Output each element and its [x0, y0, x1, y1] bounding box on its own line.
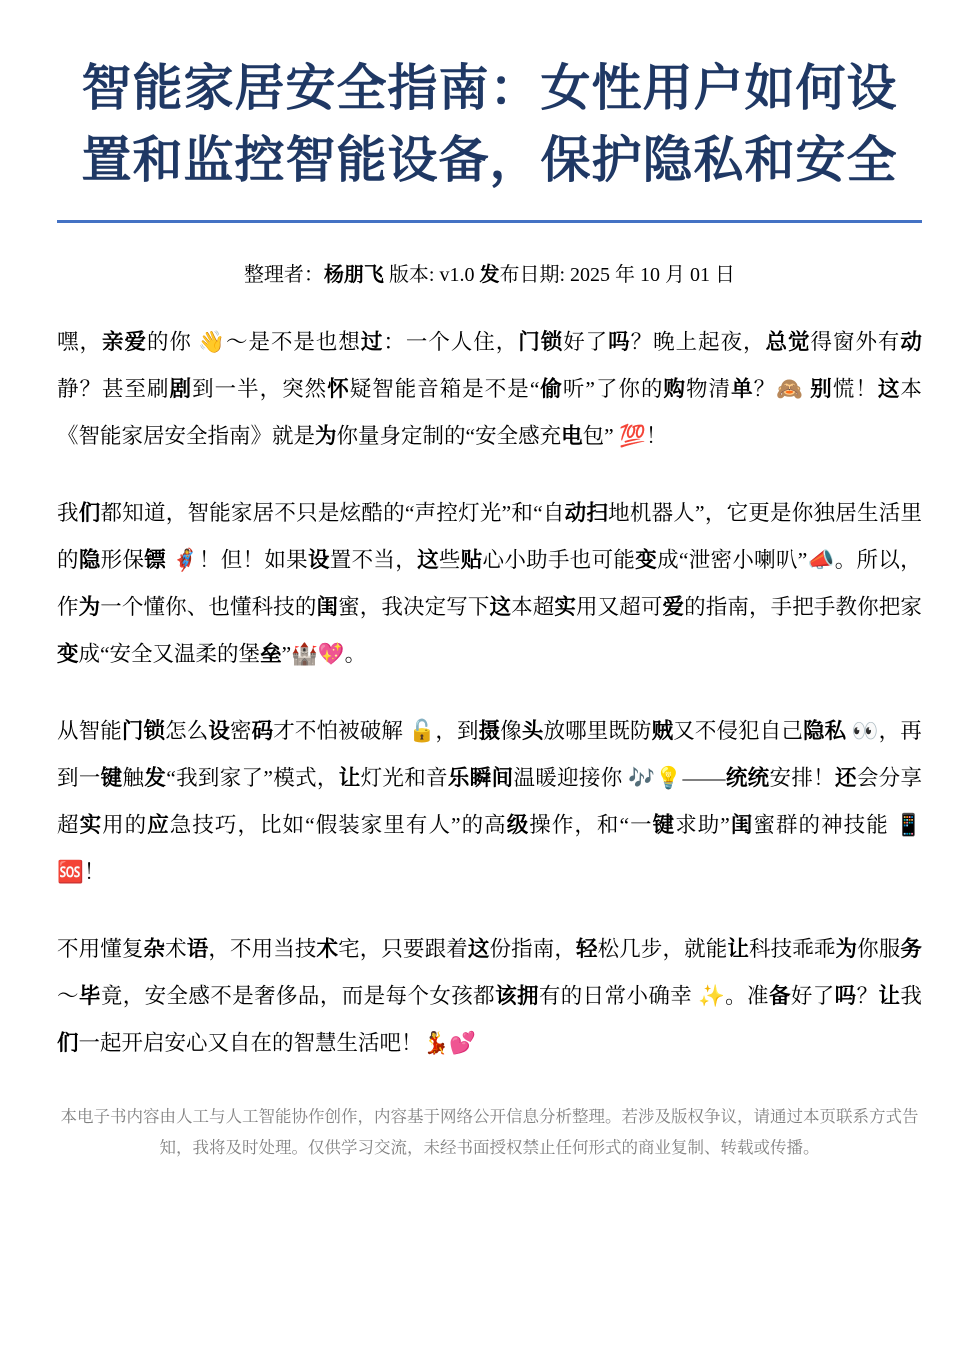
- body-paragraph-intro: 嘿，亲爱的你 👋～是不是也想过：一个人住，门锁好了吗？晚上起夜，总觉得窗外有动静？甚至刷剧到一半，突然怀疑智能音箱是不是“偷听”了你的购物清单？🙈 别慌！这本《智能家居安全指南》就是为你量身定制的“安全感充电包” 💯！: [57, 330, 922, 448]
- body-paragraph-features: 从智能门锁怎么设密码才不怕被破解 🔓，到摄像头放哪里既防贼又不侵犯自己隐私 👀，再到一键触发“我到家了”模式，让灯光和音乐瞬间温暖迎接你 🎶💡——统统安排！还会分享超实用的应急技巧，比如“假装家里有人”的高级操作，和“一键求助”闺蜜群的神技能 📱🆘！: [57, 719, 922, 884]
- body-paragraph-bodyguard: 我们都知道，智能家居不只是炫酷的“声控灯光”和“自动扫地机器人”，它更是你独居生活里的隐形保镖 🦸‍♀️！但！如果设置不当，这些贴心小助手也可能变成“泄密小喇叭”📣。所以，作为一个懂你、也懂科技的闺蜜，我决定写下这本超实用又超可爱的指南，手把手教你把家变成“安全又温柔的堡垒”🏰💖。: [57, 501, 922, 666]
- disclaimer-footer: 本电子书内容由人工与人工智能协作创作，内容基于网络公开信息分析整理。若涉及版权争议，请通过本页联系方式告知，我将及时处理。仅供学习交流，未经书面授权禁止任何形式的商业复制、转载或传播。: [60, 1107, 919, 1157]
- document-page: [57, 0, 922, 1163]
- byline: 整理者：杨朋飞 版本: v1.0 发布日期: 2025 年 10 月 01 日: [243, 264, 736, 286]
- body-paragraph-closing: 不用懂复杂术语，不用当技术宅，只要跟着这份指南，轻松几步，就能让科技乖乖为你服务～毕竟，安全感不是奢侈品，而是每个女孩都该拥有的日常小确幸 ✨。准备好了吗？让我们一起开启安心又自在的智慧生活吧！💃💕: [57, 937, 922, 1055]
- page-title: 智能家居安全指南：女性用户如何设置和监控智能设备，保护隐私和安全: [57, 52, 922, 223]
- document-body: [57, 319, 922, 1067]
